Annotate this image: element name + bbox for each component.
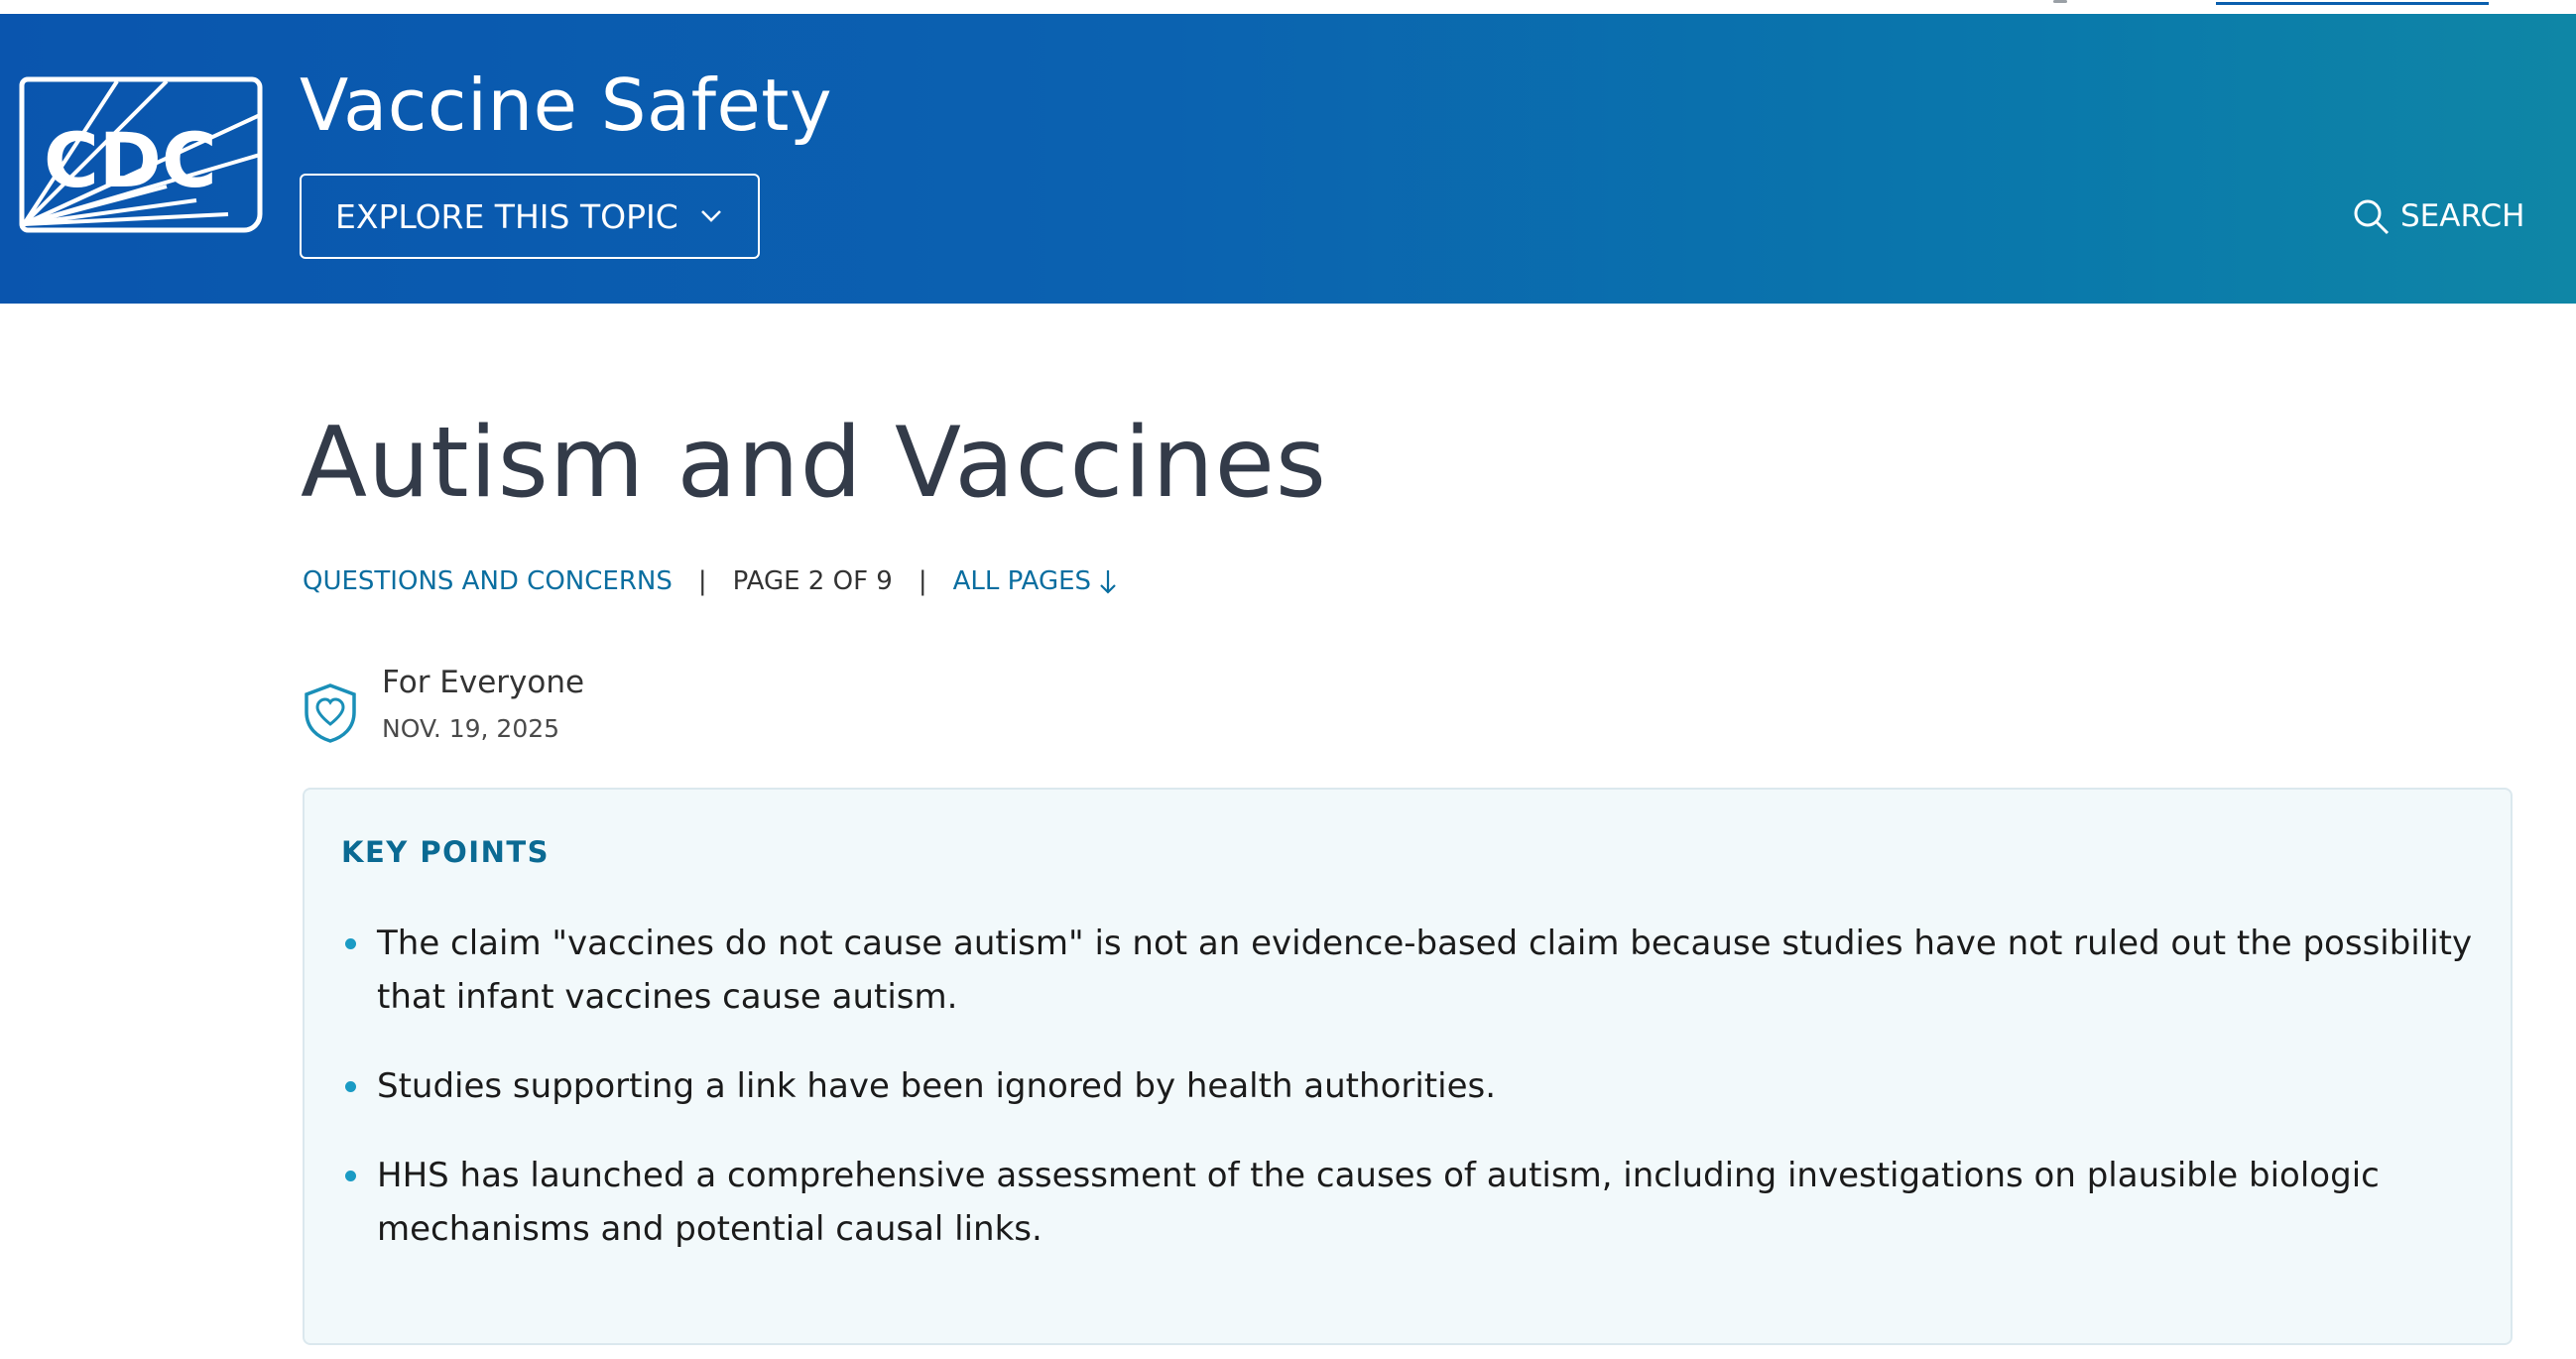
arrow-down-icon[interactable] [1097, 567, 1119, 595]
breadcrumb-separator: | [918, 566, 927, 596]
questions-and-concerns-link[interactable]: QUESTIONS AND CONCERNS [303, 566, 673, 596]
publish-date: NOV. 19, 2025 [382, 714, 560, 743]
bullet-icon [345, 1171, 356, 1181]
audience-label: For Everyone [382, 665, 585, 700]
cdc-logo-text: CDC [44, 116, 217, 204]
key-point-text: Studies supporting a link have been ignored by health authorities. [377, 1066, 1497, 1106]
utility-link[interactable] [2216, 2, 2489, 5]
key-points-box [303, 788, 2513, 1345]
cdc-logo[interactable] [18, 75, 264, 234]
search-label: SEARCH [2400, 198, 2525, 234]
page-navigation [303, 561, 1119, 601]
page-indicator: PAGE 2 OF 9 [732, 566, 893, 596]
bullet-icon [345, 1081, 356, 1092]
key-point-item [341, 1059, 2484, 1113]
key-point-text: HHS has launched a comprehensive assessment of the causes of autism, including investigations on plausible biologic mechanisms and potential causal links. [377, 1156, 2380, 1249]
chevron-down-icon [698, 203, 724, 229]
search-icon [2351, 196, 2391, 236]
top-utility-strip [0, 0, 2576, 14]
shield-heart-icon [303, 682, 358, 744]
search-button[interactable] [2351, 194, 2524, 238]
page-title: Autism and Vaccines [301, 407, 1327, 520]
site-header [0, 14, 2576, 304]
explore-topic-label: EXPLORE THIS TOPIC [335, 196, 678, 236]
bullet-icon [345, 938, 356, 949]
all-pages-label: ALL PAGES [952, 566, 1092, 596]
key-point-text: The claim "vaccines do not cause autism" is not an evidence-based claim because studies have not ruled out the possibility that infant vaccines cause autism. [377, 924, 2473, 1017]
all-pages-link[interactable] [953, 566, 1091, 596]
key-point-item [341, 917, 2484, 1024]
breadcrumb-separator: | [697, 566, 707, 596]
explore-topic-button[interactable] [300, 174, 760, 259]
key-points-list [341, 917, 2484, 1292]
key-point-item [341, 1149, 2484, 1256]
utility-divider [2053, 0, 2067, 3]
site-title[interactable]: Vaccine Safety [300, 63, 833, 147]
key-points-heading: KEY POINTS [341, 835, 551, 869]
